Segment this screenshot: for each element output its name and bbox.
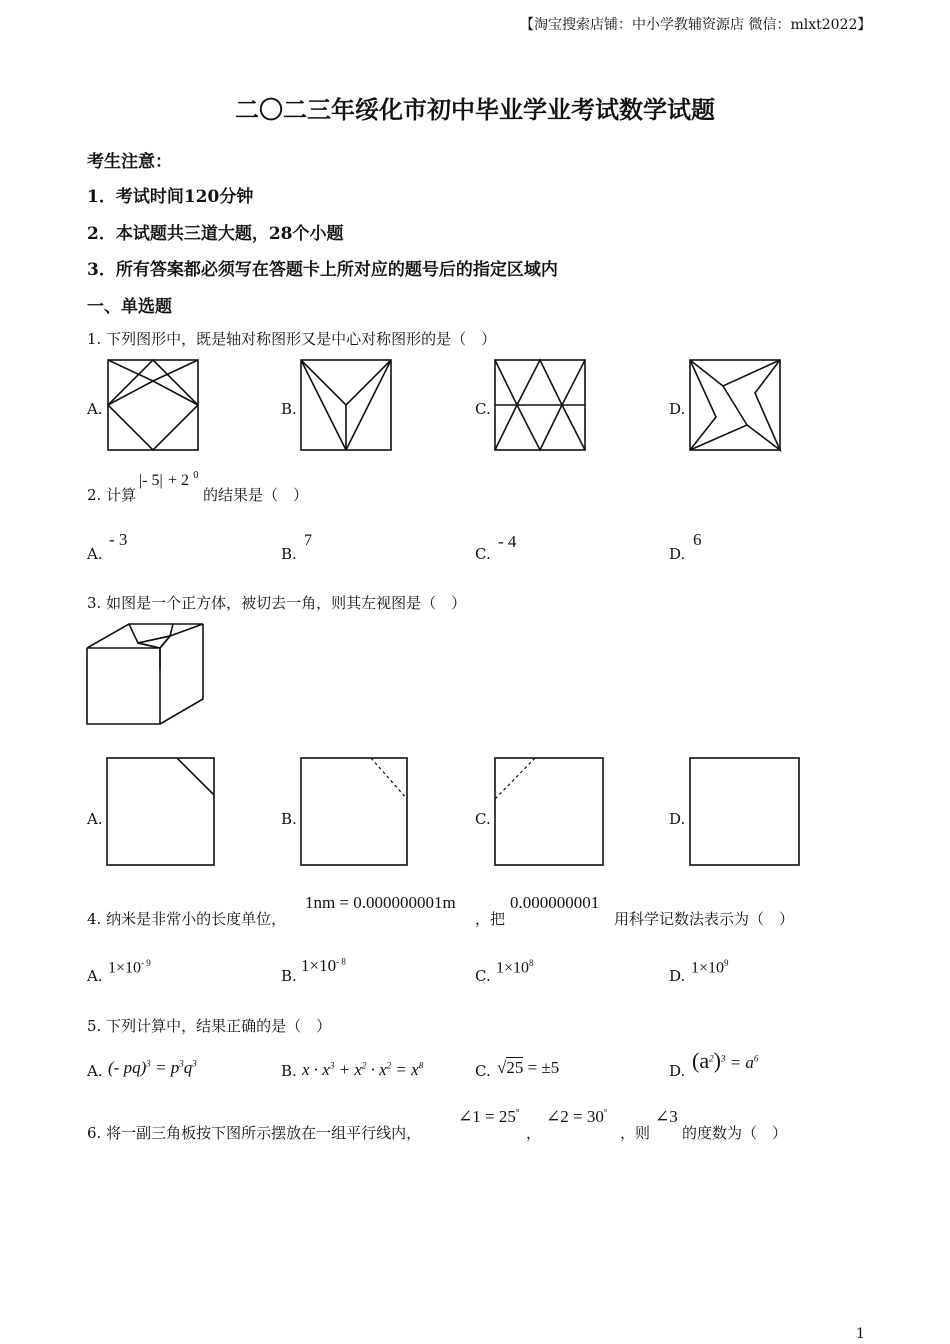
q6-angle-1-deg: ° (515, 1107, 520, 1118)
q5-option-c-expression (497, 1058, 559, 1078)
q5-d-rhs: = a (725, 1053, 754, 1072)
q1-figure-d (689, 359, 781, 451)
q5-a-lhs: (- pq) (108, 1058, 147, 1077)
question-4-mid: ，把 (475, 910, 506, 928)
q3-view-b (300, 757, 410, 867)
q5-b-e4: 8 (418, 1060, 424, 1071)
sqrt-icon: √ (497, 1058, 507, 1077)
q5-option-c-label: C. (475, 1062, 491, 1080)
q5-b-e2: 2 (361, 1060, 367, 1071)
question-5-text: 5. 下列计算中，结果正确的是（ ） (87, 1017, 332, 1035)
q3-view-d (689, 757, 801, 867)
q1-figure-a (107, 359, 199, 451)
q4-option-c-label: C. (475, 967, 491, 985)
q3-view-c (494, 757, 604, 867)
q5-option-a-label: A. (87, 1062, 103, 1080)
q4-option-a-label: A. (87, 967, 103, 985)
q2-exponent: 0 (193, 471, 199, 481)
q3-option-c-label: C. (475, 810, 491, 828)
q4-option-a-exp: - 9 (141, 958, 151, 968)
q2-option-c-value: - 4 (498, 532, 517, 551)
q4-option-a-base: 1×10 (108, 959, 142, 977)
q4-option-d-value (691, 958, 729, 977)
q5-d-outer-exp: 3 (720, 1053, 726, 1064)
q3-option-d-label: D. (669, 810, 686, 828)
q5-b-t3: · x (366, 1060, 387, 1079)
q4-option-b-label: B. (281, 967, 297, 985)
page-number: 1 (856, 1326, 865, 1342)
q5-b-t2: + x (334, 1060, 362, 1079)
q5-c-rhs: = ±5 (523, 1058, 560, 1077)
q6-angle-2-value: ∠2 = 30 (546, 1107, 604, 1126)
q4-decimal-number: 0.000000001 (510, 893, 600, 912)
q5-a-lhs-exp: 3 (146, 1058, 151, 1069)
header-note: 【淘宝搜索店铺：中小学教辅资源店 微信：mlxt2022】 (520, 17, 872, 33)
q2-option-d-value: 6 (693, 530, 702, 549)
q2-abs-expression: |- 5| (139, 472, 163, 489)
q4-option-b-base: 1×10 (301, 956, 337, 975)
q1-option-a-label: A. (87, 400, 103, 418)
section-title: 一、单选题 (87, 297, 172, 317)
q4-option-d-exp: 9 (724, 958, 729, 968)
q2-option-d-label: D. (669, 545, 686, 563)
q5-option-b-label: B. (281, 1062, 297, 1080)
q6-angle-1 (458, 1107, 519, 1127)
q5-b-t1: x · x (302, 1060, 330, 1079)
q4-option-d-base: 1×10 (691, 959, 725, 977)
q4-option-a-value (108, 958, 151, 977)
note-item-1: 1．考试时间120分钟 (87, 187, 254, 207)
note-item-2: 2．本试题共三道大题，28个小题 (87, 224, 344, 244)
q5-a-p-exp: 3 (179, 1058, 184, 1069)
q5-d-close: ) (713, 1048, 721, 1073)
q2-option-b-label: B. (281, 545, 297, 563)
q1-figure-c (494, 359, 586, 451)
q6-angle-2 (546, 1107, 607, 1127)
q1-option-d-label: D. (669, 400, 686, 418)
q6-angle-1-value: ∠1 = 25 (458, 1107, 516, 1126)
q5-d-open: (a (692, 1048, 710, 1073)
q1-figure-b (300, 359, 392, 451)
exam-title: 二〇二三年绥化市初中毕业学业考试数学试题 (235, 95, 715, 124)
q3-cut-cube-figure (86, 623, 206, 727)
q5-d-rhs-exp: 6 (753, 1053, 759, 1064)
q5-option-b-expression (302, 1060, 423, 1080)
q6-suffix: 的度数为（ ） (682, 1124, 788, 1142)
q3-option-b-label: B. (281, 810, 297, 828)
q3-option-a-label: A. (87, 810, 103, 828)
question-6-prefix: 6. 将一副三角板按下图所示摆放在一组平行线内， (87, 1124, 422, 1142)
q5-c-radicand: 25 (506, 1058, 524, 1077)
q5-b-e1: 3 (329, 1060, 335, 1071)
q5-option-d-label: D. (669, 1062, 686, 1080)
q2-option-a-label: A. (87, 545, 103, 563)
note-item-3: 3．所有答案都必须写在答题卡上所对应的题号后的指定区域内 (87, 260, 558, 280)
q6-separator: ， (526, 1124, 542, 1142)
q5-a-q-exp: 3 (192, 1058, 197, 1069)
q5-b-e3: 2 (386, 1060, 392, 1071)
q2-option-a-value: - 3 (109, 530, 128, 549)
q1-option-c-label: C. (475, 400, 491, 418)
q2-option-c-label: C. (475, 545, 491, 563)
notes-heading: 考生注意： (87, 152, 172, 172)
question-4-prefix: 4. 纳米是非常小的长度单位， (87, 910, 287, 928)
q4-option-d-label: D. (669, 967, 686, 985)
q4-option-c-exp: 8 (529, 958, 534, 968)
q4-option-b-exp: - 8 (336, 956, 346, 967)
q4-option-c-value (496, 958, 534, 977)
q6-angle-3: ∠3 (655, 1107, 678, 1126)
q6-angle-2-deg: ° (603, 1107, 608, 1118)
q5-option-a-expression (108, 1058, 197, 1078)
q5-a-p: = p (150, 1058, 180, 1077)
q1-option-b-label: B. (281, 400, 297, 418)
question-1-text: 1. 下列图形中，既是轴对称图形又是中心对称图形的是（ ） (87, 330, 497, 348)
question-4-suffix: 用科学记数法表示为（ ） (614, 910, 795, 928)
q5-b-t4: = x (391, 1060, 419, 1079)
q6-mid: ，则 (620, 1124, 651, 1142)
q5-option-d-expression (692, 1048, 758, 1074)
q2-plus-term: + 2 (168, 472, 190, 489)
q3-view-a (106, 757, 216, 867)
q4-option-c-base: 1×10 (496, 959, 530, 977)
question-2-suffix: 的结果是（ ） (203, 486, 309, 504)
question-3-text: 3. 如图是一个正方体，被切去一角，则其左视图是（ ） (87, 594, 467, 612)
q2-option-b-value: 7 (304, 532, 312, 549)
q4-nm-equation: 1nm = 0.000000001m (305, 893, 456, 912)
q5-d-inner-exp: 2 (709, 1053, 714, 1064)
q5-a-q: q (183, 1058, 193, 1077)
q4-option-b-value (301, 956, 346, 976)
question-2-prefix: 2. 计算 (87, 486, 137, 504)
